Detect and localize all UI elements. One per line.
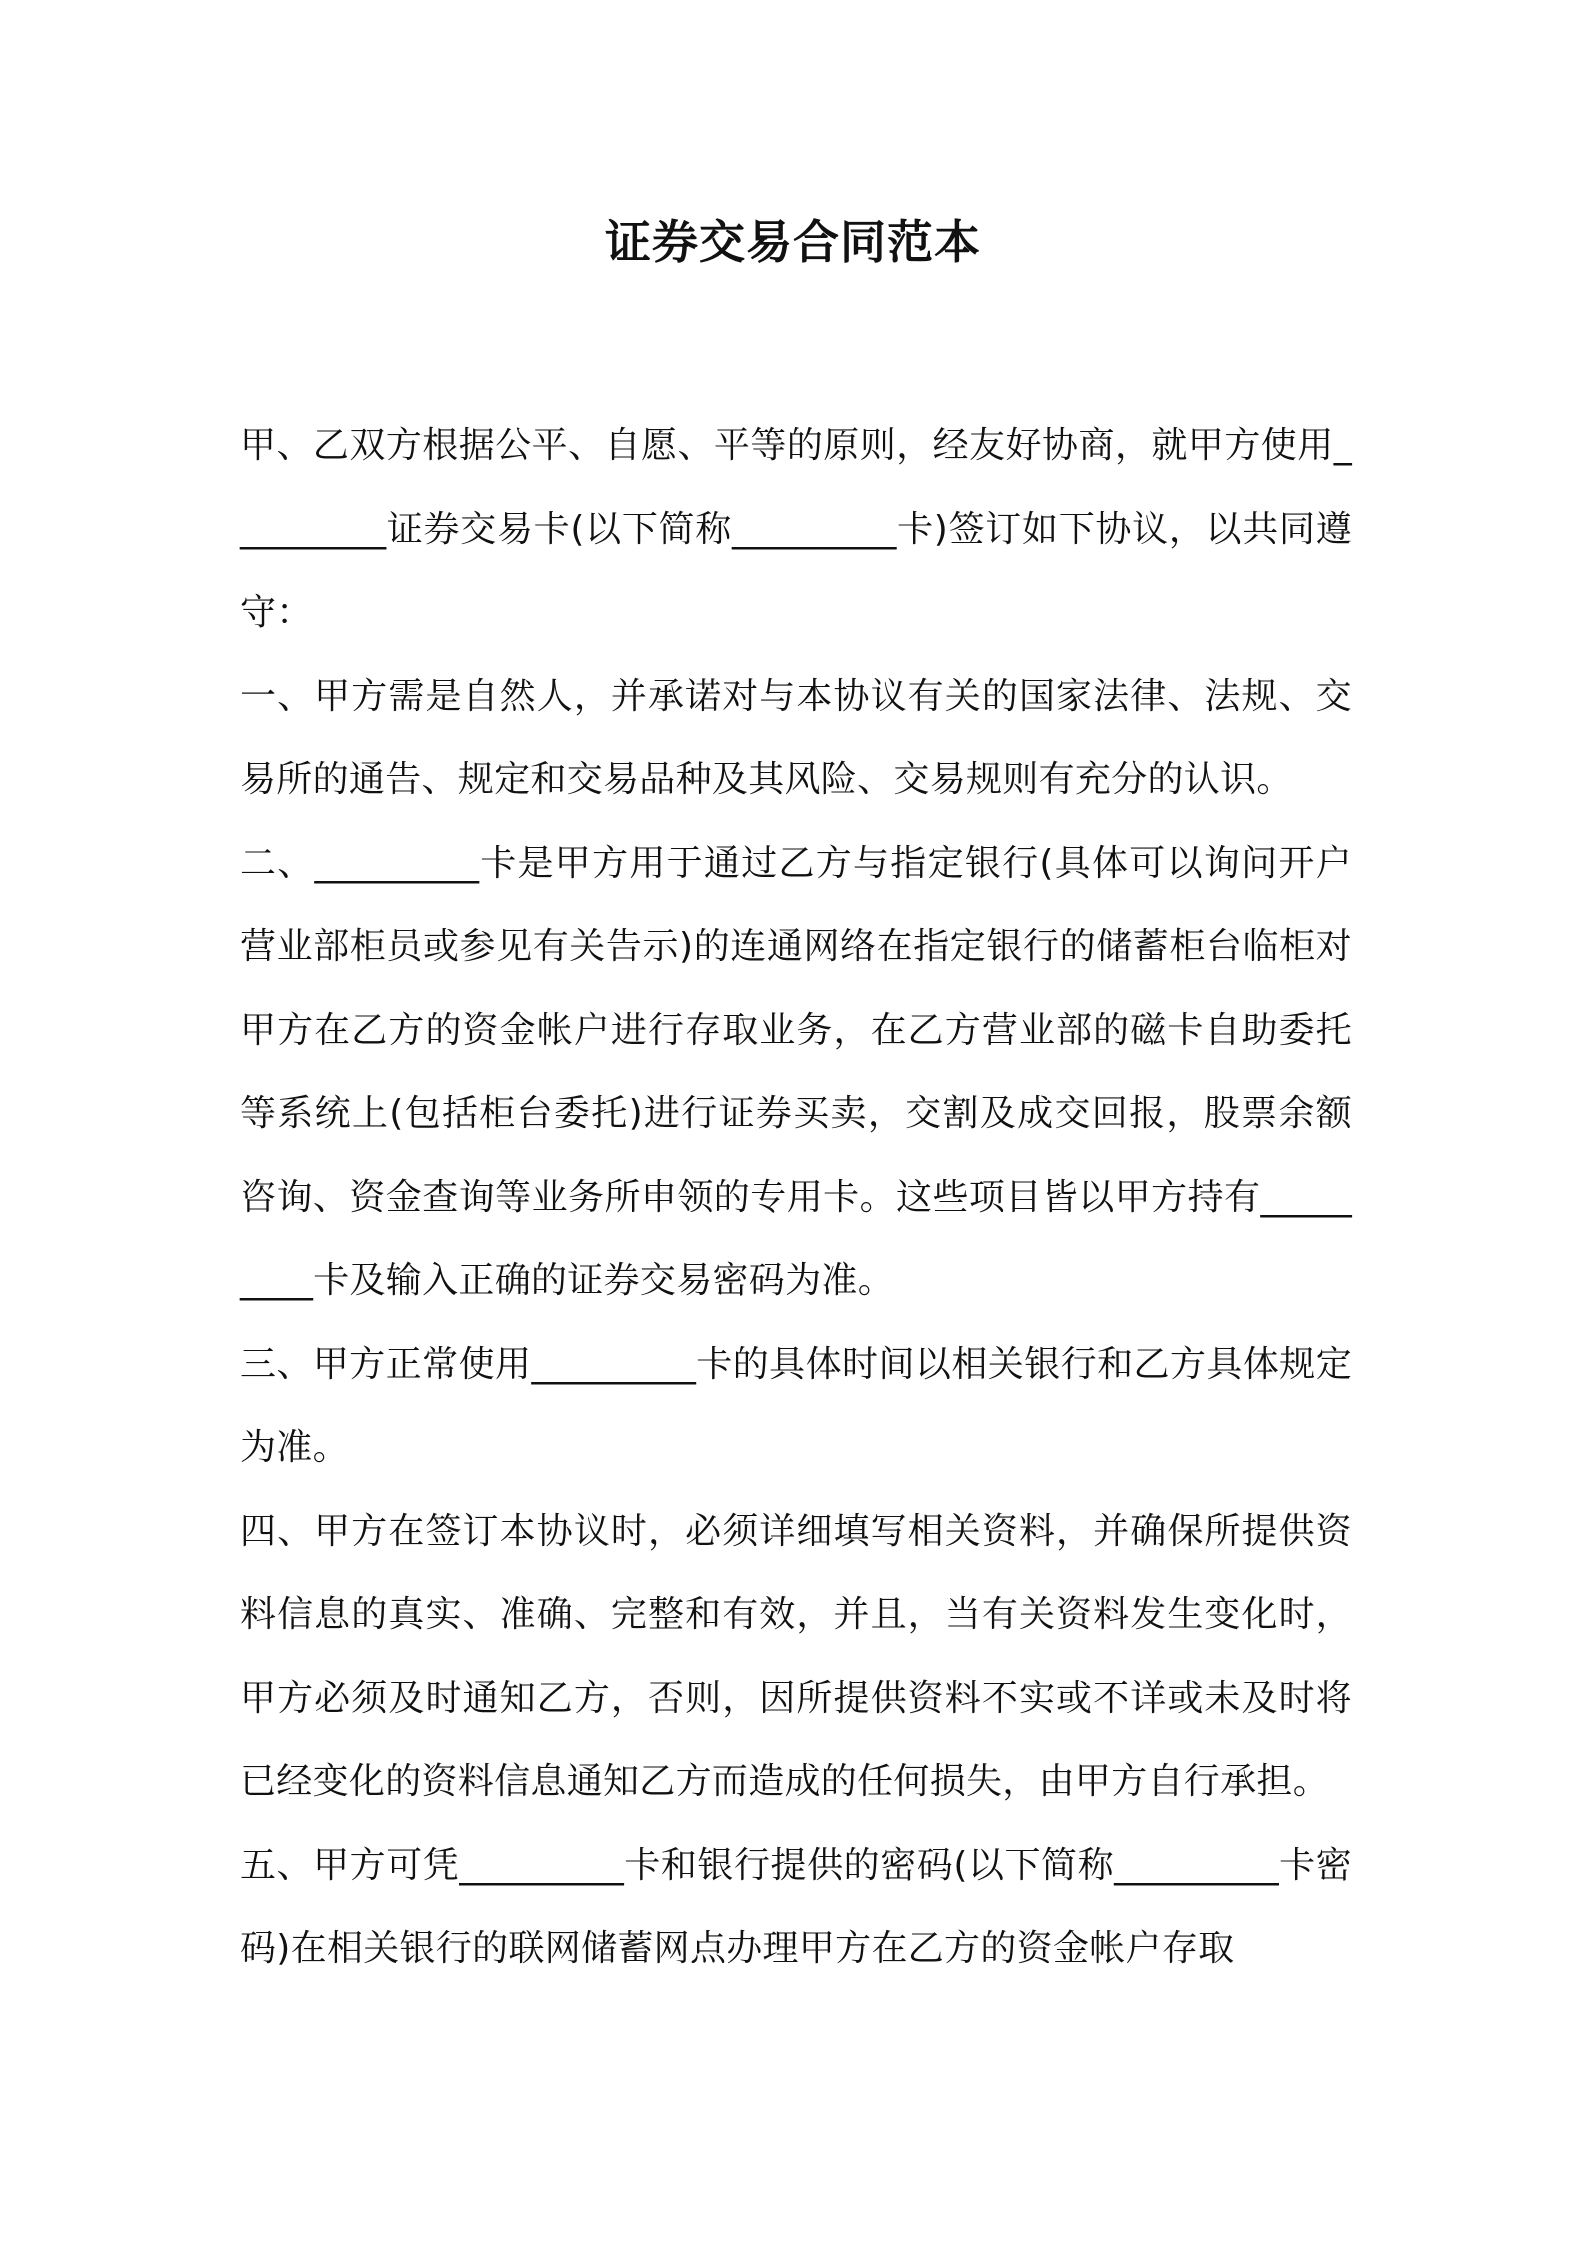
paragraph-preamble: 甲、乙双方根据公平、自愿、平等的原则，经友好协商，就甲方使用_________证券交易卡(以下简称_________卡)签订如下协议，以共同遵守： (240, 425, 1352, 633)
document-title: 证券交易合同范本 (605, 215, 981, 269)
paragraph-clause-4: 四、甲方在签订本协议时，必须详细填写相关资料，并确保所提供资料信息的真实、准确、完整和有效，并且，当有关资料发生变化时，甲方必须及时通知乙方，否则，因所提供资料不实或不详或未及时将已经变化的资料信息通知乙方而造成的任何损失，由甲方自行承担。 (240, 1510, 1352, 1802)
paragraph-clause-3: 三、甲方正常使用_________卡的具体时间以相关银行和乙方具体规定为准。 (240, 1343, 1352, 1468)
paragraph-clause-2: 二、_________卡是甲方用于通过乙方与指定银行(具体可以询问开户营业部柜员或参见有关告示)的连通网络在指定银行的储蓄柜台临柜对甲方在乙方的资金帐户进行存取业务，在乙方营业部的磁卡自助委托等系统上(包括柜台委托)进行证券买卖，交割及成交回报，股票余额咨询、资金查询等业务所申领的专用卡。这些项目皆以甲方持有_________卡及输入正确的证券交易密码为准。 (240, 842, 1352, 1301)
paragraph-clause-1: 一、甲方需是自然人，并承诺对与本协议有关的国家法律、法规、交易所的通告、规定和交易品种及其风险、交易规则有充分的认识。 (240, 675, 1352, 800)
paragraph-clause-5: 五、甲方可凭_________卡和银行提供的密码(以下简称_________卡密码)在相关银行的联网储蓄网点办理甲方在乙方的资金帐户存取 (240, 1844, 1352, 1969)
document-body (240, 404, 1352, 1991)
